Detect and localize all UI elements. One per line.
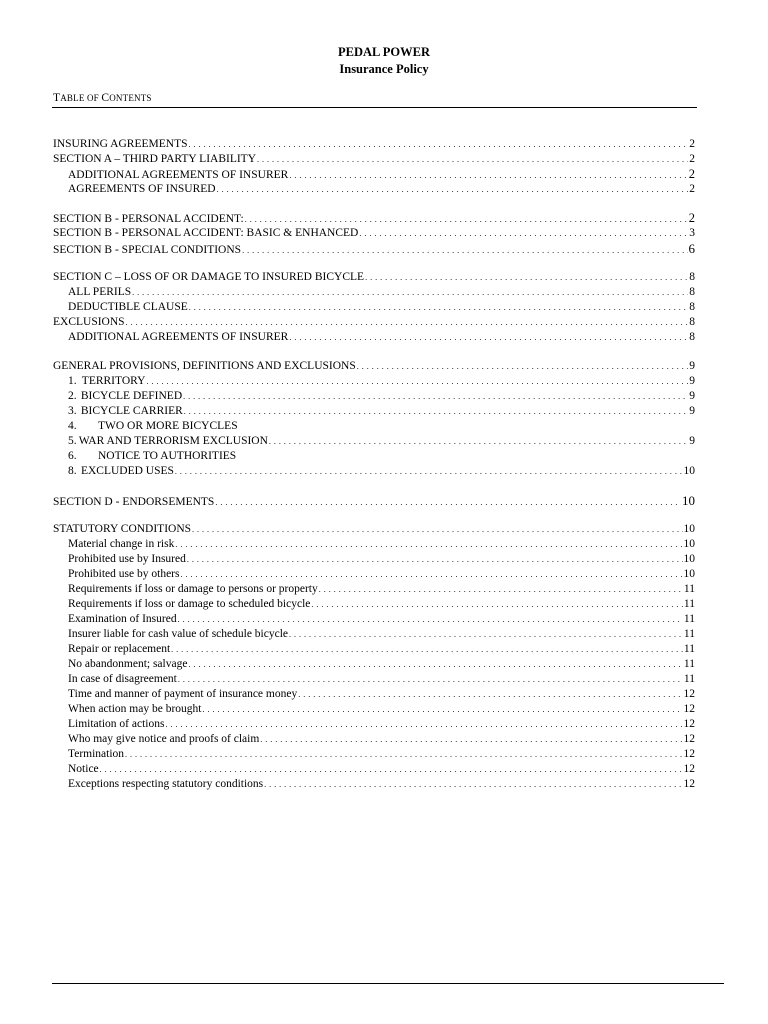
- dot-leader: [264, 777, 682, 792]
- dot-leader: [215, 495, 681, 510]
- toc-entry-statutory-conditions[interactable]: STATUTORY CONDITIONS . . . 10: [53, 522, 695, 537]
- document-header: [0, 44, 768, 78]
- toc-entry-section-d-endorsements[interactable]: SECTION D - ENDORSEMENTS . . . 10: [53, 493, 695, 508]
- toc-entry-examination-of-insured[interactable]: Examination of Insured . . . 11: [53, 612, 695, 627]
- toc-entry-limitation-of-actions[interactable]: Limitation of actions . . . 12: [53, 717, 695, 732]
- toc-heading-part-ontents: ONTENTS: [109, 93, 152, 103]
- dot-leader: [260, 732, 682, 747]
- toc-entry-agreements-of-insured[interactable]: AGREEMENTS OF INSURED . . . 2: [53, 182, 695, 197]
- toc-entry-all-perils[interactable]: ALL PERILS . . . 8: [53, 285, 695, 300]
- dot-leader: [178, 612, 683, 627]
- dot-leader: [269, 434, 688, 449]
- toc-entry-exclusions[interactable]: EXCLUSIONS . . . 8: [53, 315, 695, 330]
- dot-leader: [203, 702, 683, 717]
- dot-leader: [184, 404, 688, 419]
- toc-entry-insuring-agreements[interactable]: INSURING AGREEMENTS . . . 2: [53, 137, 695, 152]
- toc-entry-general-provisions[interactable]: GENERAL PROVISIONS, DEFINITIONS AND EXCLUSIONS . . . 9: [53, 359, 695, 374]
- dot-leader: [289, 168, 687, 183]
- dot-leader: [311, 597, 683, 612]
- toc-entry-territory[interactable]: 1. TERRITORY . . . 9: [53, 374, 695, 389]
- dot-leader: [132, 285, 688, 300]
- toc-entry-requirements-loss-persons-property[interactable]: Requirements if loss or damage to persons or property . . . 11: [53, 582, 695, 597]
- dot-leader: [357, 359, 689, 374]
- dot-leader: [178, 672, 683, 687]
- dot-leader: [175, 537, 682, 552]
- dot-leader: [183, 389, 688, 404]
- toc-entry-section-c[interactable]: SECTION C – LOSS OF OR DAMAGE TO INSURED BICYCLE . . . 8: [53, 270, 695, 285]
- toc-entry-additional-agreements-of-insurer[interactable]: ADDITIONAL AGREEMENTS OF INSURER . . . 2: [53, 167, 695, 182]
- toc-entry-additional-agreements-of-insurer-c[interactable]: ADDITIONAL AGREEMENTS OF INSURER . . . 8: [53, 330, 695, 345]
- toc-entry-section-a[interactable]: SECTION A – THIRD PARTY LIABILITY . . . 2: [53, 152, 695, 167]
- document-title: PEDAL POWER: [337, 45, 431, 59]
- toc-entry-insurer-liable-cash-value[interactable]: Insurer liable for cash value of schedule bicycle . . . 11: [53, 627, 695, 642]
- dot-leader: [245, 212, 688, 227]
- toc-entry-section-b-special-conditions[interactable]: SECTION B - SPECIAL CONDITIONS . . . 6: [53, 241, 695, 256]
- dot-leader: [125, 747, 682, 762]
- dot-leader: [171, 642, 683, 657]
- toc-entry-termination[interactable]: Termination . . . 12: [53, 747, 695, 762]
- toc-entry-section-b-basic-enhanced[interactable]: SECTION B - PERSONAL ACCIDENT: BASIC & ENHANCED . . . 3: [53, 226, 695, 241]
- toc-entry-bicycle-carrier[interactable]: 3. BICYCLE CARRIER . . . 9: [53, 404, 695, 419]
- toc-entry-section-b-personal-accident[interactable]: SECTION B - PERSONAL ACCIDENT: . . . 2: [53, 211, 695, 226]
- dot-leader: [289, 627, 683, 642]
- dot-leader: [126, 315, 689, 330]
- toc-heading-part-able-of: ABLE OF: [60, 93, 102, 103]
- table-of-contents: [53, 137, 695, 792]
- toc-heading: [53, 92, 152, 104]
- toc-entry-exceptions-statutory-conditions[interactable]: Exceptions respecting statutory conditions . . . 12: [53, 777, 695, 792]
- dot-leader: [289, 330, 688, 345]
- toc-entry-in-case-of-disagreement[interactable]: In case of disagreement . . . 11: [53, 672, 695, 687]
- toc-entry-deductible-clause[interactable]: DEDUCTIBLE CLAUSE . . . 8: [53, 300, 695, 315]
- footer-rule: [52, 983, 724, 984]
- dot-leader: [359, 226, 688, 241]
- toc-entry-requirements-loss-scheduled-bicycle[interactable]: Requirements if loss or damage to scheduled bicycle . . . 11: [53, 597, 695, 612]
- dot-leader: [189, 300, 688, 315]
- toc-entry-notice[interactable]: Notice . . . 12: [53, 762, 695, 777]
- dot-leader: [242, 243, 687, 258]
- toc-entry-material-change-in-risk[interactable]: Material change in risk . . . 10: [53, 537, 695, 552]
- toc-entry-time-and-manner-of-payment[interactable]: Time and manner of payment of insurance money . . . 12: [53, 687, 695, 702]
- toc-heading-initial-t: T: [53, 92, 61, 104]
- dot-leader: [187, 552, 683, 567]
- dot-leader: [165, 717, 682, 732]
- dot-leader: [217, 182, 689, 197]
- toc-entry-when-action-may-be-brought[interactable]: When action may be brought . . . 12: [53, 702, 695, 717]
- dot-leader: [365, 270, 688, 285]
- toc-entry-who-may-give-notice[interactable]: Who may give notice and proofs of claim . . . 12: [53, 732, 695, 747]
- dot-leader: [180, 567, 682, 582]
- dot-leader: [189, 137, 689, 152]
- toc-entry-war-and-terrorism-exclusion[interactable]: 5. WAR AND TERRORISM EXCLUSION . . . 9: [53, 434, 695, 449]
- dot-leader: [298, 687, 682, 702]
- dot-leader: [188, 657, 682, 672]
- dot-leader: [319, 582, 683, 597]
- dot-leader: [146, 374, 688, 389]
- dot-leader: [192, 522, 682, 537]
- dot-leader: [175, 464, 683, 479]
- document-subtitle: Insurance Policy: [339, 62, 429, 76]
- toc-entry-bicycle-defined[interactable]: 2. BICYCLE DEFINED . . . 9: [53, 389, 695, 404]
- dot-leader: [257, 152, 688, 167]
- toc-entry-prohibited-use-by-insured[interactable]: Prohibited use by Insured . . . 10: [53, 552, 695, 567]
- heading-rule: [52, 107, 697, 108]
- toc-entry-repair-or-replacement[interactable]: Repair or replacement . . . 11: [53, 642, 695, 657]
- toc-entry-notice-to-authorities[interactable]: 6. NOTICE TO AUTHORITIES: [68, 450, 237, 462]
- toc-heading-initial-c: C: [101, 92, 110, 104]
- toc-entry-no-abandonment-salvage[interactable]: No abandonment; salvage . . . 11: [53, 657, 695, 672]
- toc-entry-two-or-more-bicycles[interactable]: 4. TWO OR MORE BICYCLES: [68, 420, 238, 432]
- dot-leader: [100, 762, 683, 777]
- toc-entry-prohibited-use-by-others[interactable]: Prohibited use by others . . . 10: [53, 567, 695, 582]
- toc-entry-excluded-uses[interactable]: 8. EXCLUDED USES . . . 10: [53, 464, 695, 479]
